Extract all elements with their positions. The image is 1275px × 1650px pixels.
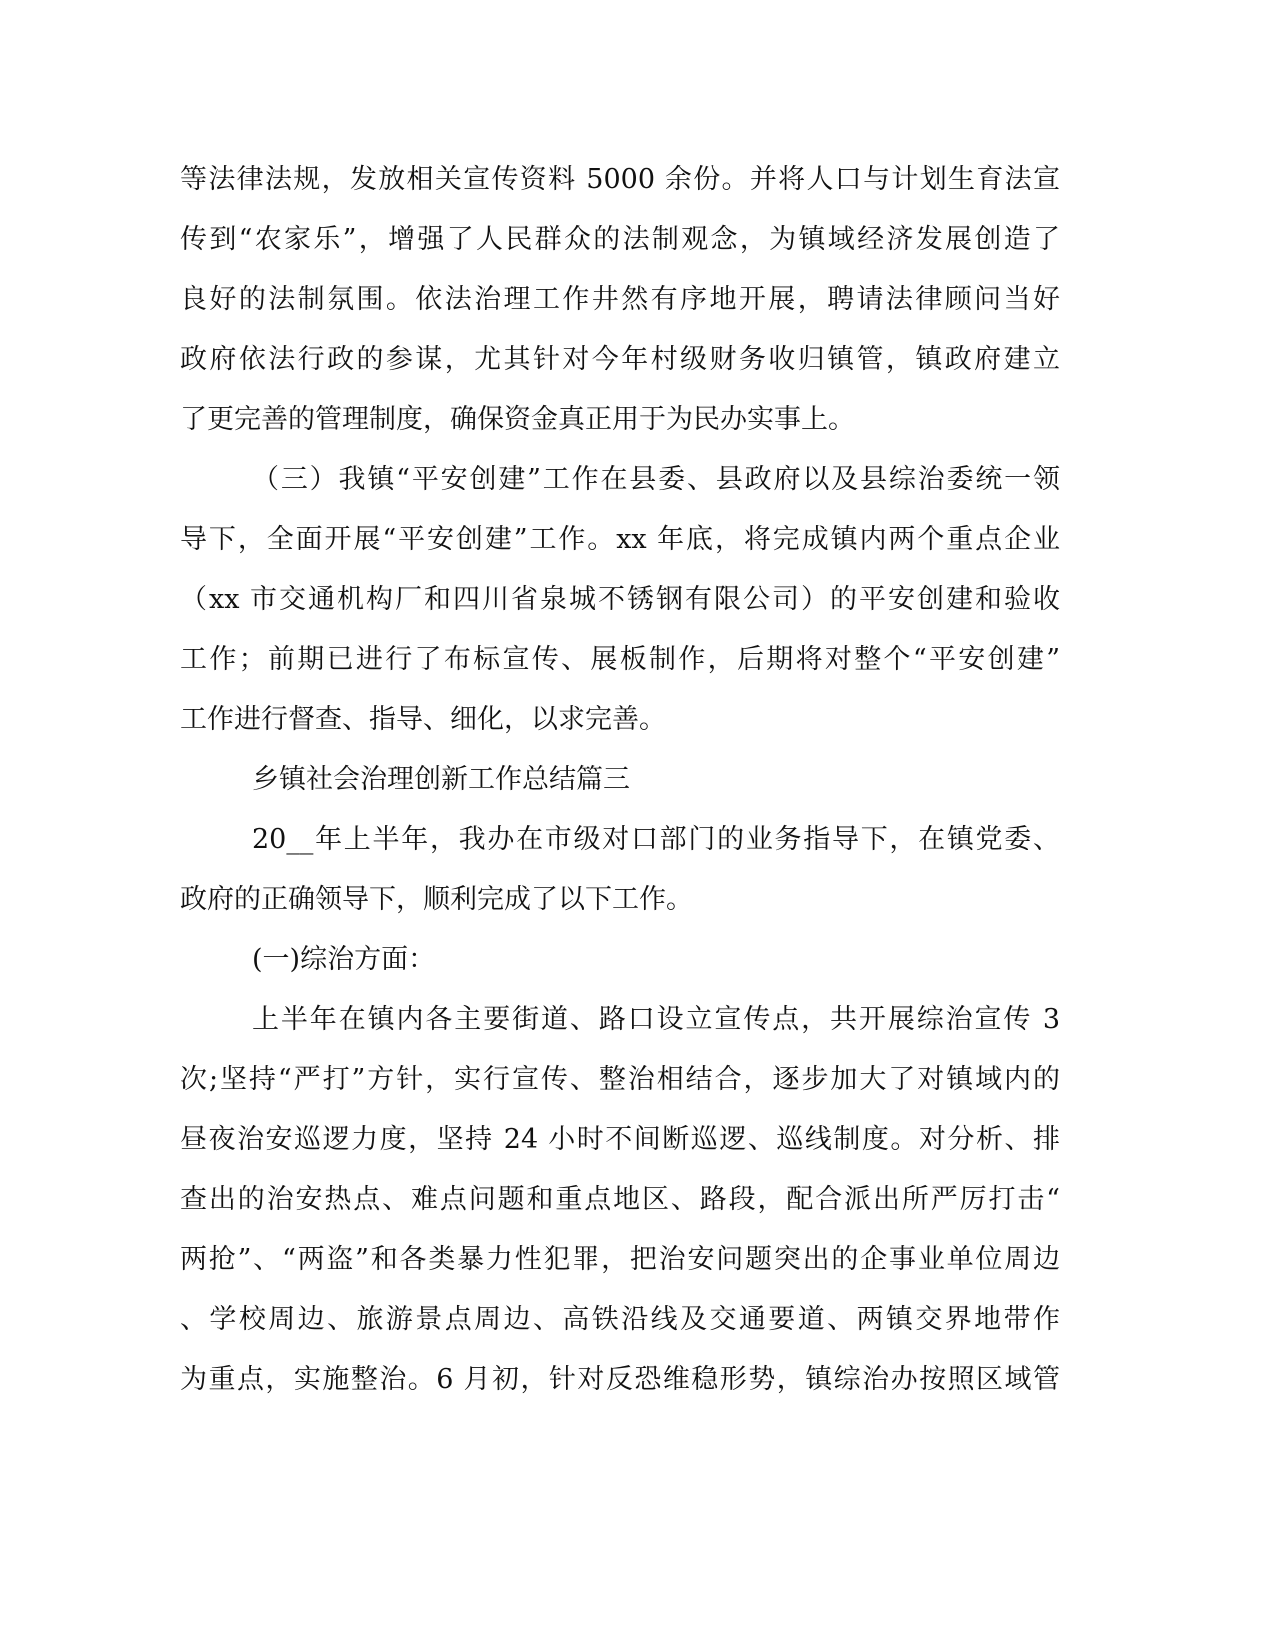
body-line-21: 为重点，实施整治。6 月初，针对反恐维稳形势，镇综治办按照区域管 bbox=[180, 1364, 1060, 1395]
body-line-17: 昼夜治安巡逻力度，坚持 24 小时不间断巡逻、巡线制度。对分析、排 bbox=[180, 1124, 1060, 1155]
body-line-6: （三）我镇“平安创建”工作在县委、县政府以及县综治委统一领 bbox=[252, 464, 1060, 495]
body-line-16: 次;坚持“严打”方针，实行宣传、整治相结合，逐步加大了对镇域内的 bbox=[180, 1064, 1060, 1095]
body-line-15: 上半年在镇内各主要街道、路口设立宣传点，共开展综治宣传 3 bbox=[252, 1004, 1060, 1035]
document-body bbox=[180, 150, 1060, 1410]
body-line-5: 了更完善的管理制度，确保资金真正用于为民办实事上。 bbox=[180, 404, 855, 435]
section-heading: 乡镇社会治理创新工作总结篇三 bbox=[252, 764, 630, 795]
body-line-9: 工作；前期已进行了布标宣传、展板制作，后期将对整个“平安创建” bbox=[180, 644, 1060, 675]
body-line-12: 20__年上半年，我办在市级对口部门的业务指导下，在镇党委、 bbox=[252, 824, 1060, 855]
body-line-8: （xx 市交通机构厂和四川省泉城不锈钢有限公司）的平安创建和验收 bbox=[180, 584, 1060, 615]
subsection-heading: (一)综治方面： bbox=[252, 944, 436, 975]
body-line-4: 政府依法行政的参谋，尤其针对今年村级财务收归镇管，镇政府建立 bbox=[180, 344, 1060, 375]
body-line-20: 、学校周边、旅游景点周边、高铁沿线及交通要道、两镇交界地带作 bbox=[180, 1304, 1060, 1335]
body-line-13: 政府的正确领导下，顺利完成了以下工作。 bbox=[180, 884, 693, 915]
body-line-2: 传到“农家乐”，增强了人民群众的法制观念，为镇域经济发展创造了 bbox=[180, 224, 1060, 255]
body-line-18: 查出的治安热点、难点问题和重点地区、路段，配合派出所严厉打击“ bbox=[180, 1184, 1060, 1215]
body-line-3: 良好的法制氛围。依法治理工作井然有序地开展，聘请法律顾问当好 bbox=[180, 284, 1060, 315]
body-line-10: 工作进行督查、指导、细化，以求完善。 bbox=[180, 704, 666, 735]
body-line-1: 等法律法规，发放相关宣传资料 5000 余份。并将人口与计划生育法宣 bbox=[180, 164, 1060, 195]
body-line-7: 导下，全面开展“平安创建”工作。xx 年底，将完成镇内两个重点企业 bbox=[180, 524, 1060, 555]
body-line-19: 两抢”、“两盗”和各类暴力性犯罪，把治安问题突出的企事业单位周边 bbox=[180, 1244, 1060, 1275]
